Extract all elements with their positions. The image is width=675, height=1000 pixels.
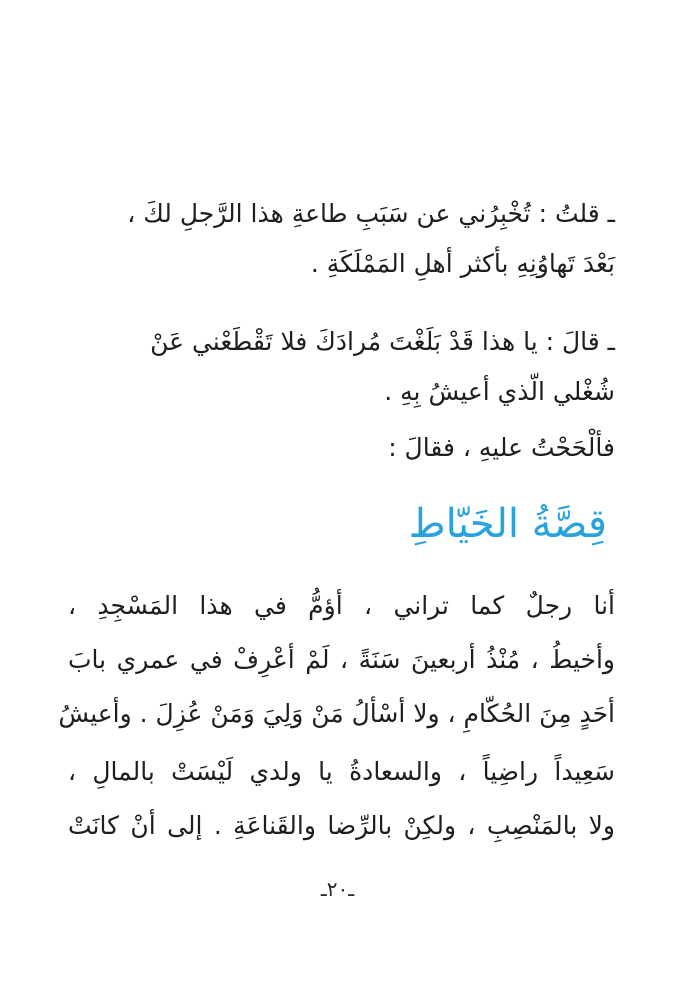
story-line-4: سَعِيداً راضِياً ، والسعادةُ يا ولدي لَيْسَتْ بالمالِ ، <box>68 757 615 786</box>
dialogue-line-5: فألْحَحْتُ عليهِ ، فقالَ : <box>388 433 615 462</box>
dialogue-line-3: ـ قالَ : يا هذا قَدْ بَلَغْتَ مُرادَكَ فلا تَقْطَعْني عَنْ <box>150 327 615 356</box>
story-line-1: أنا رجلٌ كما تراني ، أؤمُّ في هذا المَسْجِدِ ، <box>68 591 615 620</box>
story-line-5: ولا بالمَنْصِبِ ، ولكِنْ بالرِّضا والقَناعَةِ . إلى أنْ كانَتْ <box>68 811 615 840</box>
section-heading: قِصَّةُ الخَيّاطِ <box>408 501 607 547</box>
dialogue-line-4: شُغْلي الّذي أعيشُ بِهِ . <box>384 377 615 406</box>
dialogue-line-2: بَعْدَ تَهاوُنِهِ بأكثر أهلِ المَمْلَكَةِ . <box>310 249 615 278</box>
story-line-2: وأخيطُ ، مُنْذُ أربعينَ سَنَةً ، لَمْ أعْرِفْ في عمري بابَ <box>68 645 615 674</box>
dialogue-line-1: ـ قلتُ : تُخْبِرُني عن سَبَبِ طاعةِ هذا الرَّجلِ لكَ ، <box>127 199 615 228</box>
page-number: ـ٢٠ـ <box>320 877 355 901</box>
story-line-3: أحَدٍ مِنَ الحُكّامِ ، ولا أسْألُ مَنْ وَلِيَ وَمَنْ عُزِلَ . وأعيشُ <box>58 699 615 728</box>
